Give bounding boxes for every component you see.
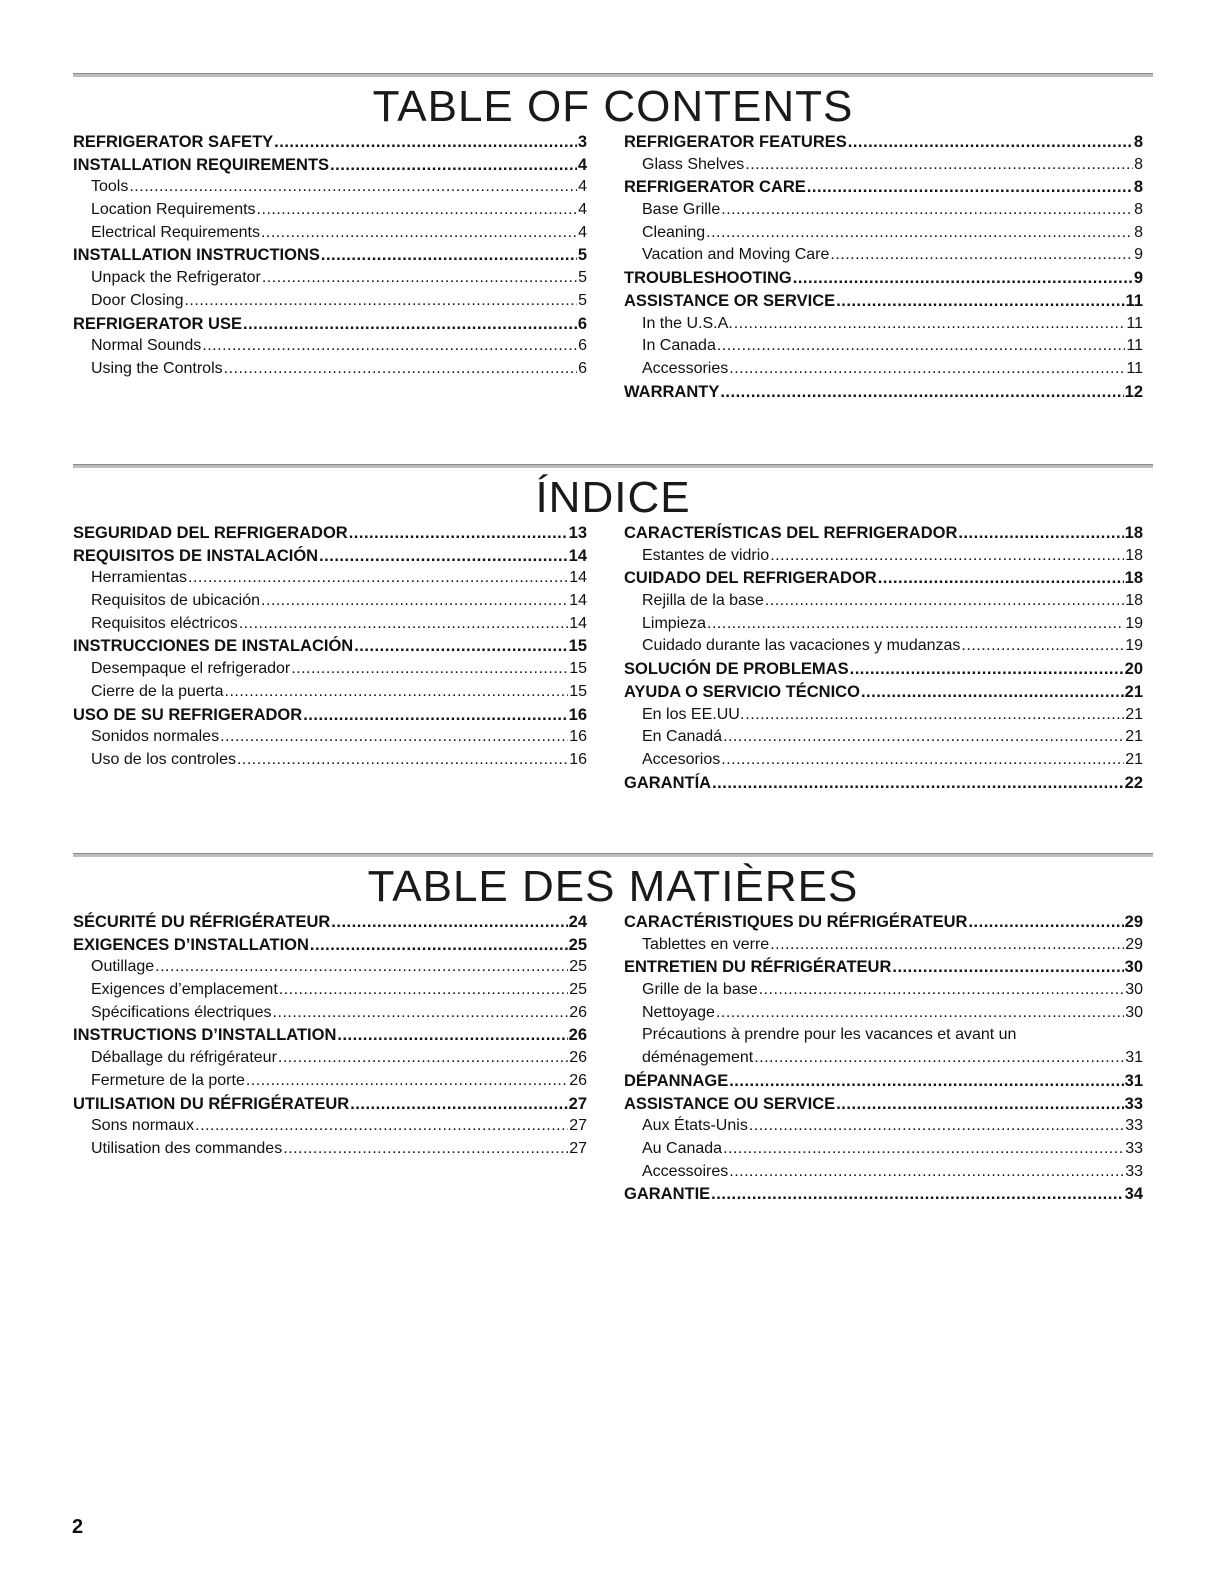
toc-page-number: 31: [1125, 1049, 1143, 1067]
dot-leader: [745, 704, 1124, 727]
toc-page-number: 5: [577, 246, 587, 265]
toc-subsection-entry[interactable]: [624, 934, 1143, 957]
toc-subsection-entry[interactable]: [73, 222, 587, 245]
toc-page-number: 26: [569, 1049, 587, 1067]
dot-leader: [195, 1115, 568, 1138]
toc-entry-label: Sons normaux: [91, 1117, 195, 1135]
toc-section-entry[interactable]: [624, 681, 1143, 704]
toc-subsection-entry[interactable]: [624, 313, 1143, 336]
toc-entry-label: Glass Shelves: [642, 155, 745, 173]
toc-page-number: 27: [569, 1117, 587, 1135]
toc-subsection-entry[interactable]: [624, 1161, 1143, 1184]
dot-leader: [262, 267, 577, 290]
toc-page-number: 11: [1125, 291, 1143, 310]
toc-page-number: 25: [568, 935, 587, 954]
toc-subsection-entry[interactable]: [73, 358, 587, 381]
toc-page-number: 8: [1133, 133, 1143, 151]
toc-left-column: [73, 522, 587, 772]
toc-subsection-entry[interactable]: [73, 681, 587, 704]
toc-page-number: 18: [1125, 546, 1143, 564]
toc-subsection-entry[interactable]: [73, 176, 587, 199]
toc-page-number: 21: [1124, 682, 1143, 701]
toc-subsection-entry[interactable]: [624, 1024, 1143, 1069]
toc-entry-label: In the U.S.A.: [642, 314, 733, 332]
toc-right-column: [624, 911, 1143, 1206]
toc-entry-label: Cleaning: [642, 223, 706, 241]
dot-leader: [261, 222, 577, 245]
section-heading: ÍNDICE: [535, 473, 691, 522]
toc-entry-label: Unpack the Refrigerator: [91, 269, 261, 287]
toc-entry-label: AYUDA O SERVICIO TÉCNICO: [624, 682, 860, 701]
section-heading: TABLE DES MATIÈRES: [367, 862, 859, 911]
page-number: 2: [72, 1516, 84, 1538]
toc-subsection-entry[interactable]: [73, 1002, 587, 1025]
toc-subsection-entry[interactable]: [624, 222, 1143, 245]
toc-subsection-entry[interactable]: [73, 199, 587, 222]
toc-entry-label: REFRIGERATOR USE: [73, 314, 242, 333]
toc-entry-label: WARRANTY: [624, 382, 720, 401]
toc-subsection-entry[interactable]: [73, 749, 587, 772]
toc-subsection-entry[interactable]: [73, 335, 587, 358]
toc-page-number: 9: [1133, 269, 1143, 288]
toc-subsection-entry[interactable]: [73, 613, 587, 636]
dot-leader: [274, 131, 577, 154]
toc-page-number: 5: [578, 269, 587, 287]
dot-leader: [754, 1047, 1124, 1070]
toc-subsection-entry[interactable]: [73, 567, 587, 590]
toc-entry-label: Accessories: [642, 359, 729, 377]
toc-entry-label: Accesorios: [642, 750, 721, 768]
toc-entry-label: INSTRUCCIONES DE INSTALACIÓN: [73, 637, 354, 656]
dot-leader: [721, 199, 1133, 222]
toc-section-entry[interactable]: [73, 545, 587, 568]
toc-page-number: 6: [577, 314, 587, 333]
toc-entry-label: Sonidos normales: [91, 728, 220, 746]
toc-section-entry[interactable]: [624, 658, 1143, 681]
toc-section-entry[interactable]: [624, 176, 1143, 199]
toc-section-entry[interactable]: [624, 522, 1143, 545]
toc-page-number: 19: [1125, 637, 1143, 655]
toc-subsection-entry[interactable]: [624, 1138, 1143, 1161]
toc-entry-label: INSTALLATION REQUIREMENTS: [73, 155, 330, 174]
toc-entry-label: Tablettes en verre: [642, 935, 770, 953]
toc-subsection-entry[interactable]: [624, 613, 1143, 636]
dot-leader: [734, 313, 1126, 336]
toc-entry-label: Déballage du réfrigérateur: [91, 1049, 277, 1067]
toc-entry-label: REFRIGERATOR CARE: [624, 178, 806, 197]
toc-entry-label: Desempaque el refrigerador: [91, 660, 291, 678]
toc-page-number: 16: [569, 750, 587, 768]
toc-page-number: 29: [1125, 935, 1143, 953]
dot-leader: [246, 1070, 568, 1093]
toc-subsection-entry[interactable]: [624, 979, 1143, 1002]
dot-leader: [706, 222, 1133, 245]
toc-page-number: 14: [568, 546, 587, 565]
dot-leader: [807, 176, 1133, 199]
dot-leader: [337, 1024, 567, 1047]
toc-section-entry[interactable]: [624, 1183, 1143, 1206]
toc-entry-label: In Canada: [642, 337, 716, 355]
toc-page-number: 16: [569, 728, 587, 746]
dot-leader: [793, 267, 1133, 290]
toc-entry-label: SEGURIDAD DEL REFRIGERADOR: [73, 524, 348, 542]
toc-page-number: 8: [1134, 223, 1143, 241]
toc-entry-label: Vacation and Moving Care: [642, 246, 830, 264]
toc-spanish-section: [73, 464, 1153, 842]
toc-entry-label: Uso de los controles: [91, 750, 236, 768]
toc-page-number: 12: [1124, 382, 1143, 401]
toc-entry-label: Location Requirements: [91, 201, 256, 219]
toc-entry-label: Outillage: [91, 958, 155, 976]
dot-leader: [321, 244, 577, 267]
dot-leader: [225, 681, 569, 704]
toc-section-entry[interactable]: [624, 1093, 1143, 1116]
toc-entry-label: Door Closing: [91, 291, 184, 309]
dot-leader: [723, 1138, 1124, 1161]
toc-entry-label: EXIGENCES D’INSTALLATION: [73, 935, 309, 954]
dot-leader: [729, 1070, 1123, 1093]
toc-entry-label: Requisitos de ubicación: [91, 592, 260, 610]
dot-leader: [830, 244, 1133, 267]
toc-entry-label: Electrical Requirements: [91, 223, 260, 241]
dot-leader: [968, 911, 1123, 934]
section-divider: [73, 853, 1153, 857]
toc-left-column: [73, 911, 587, 1161]
toc-page-number: 3: [577, 133, 587, 151]
toc-page-number: 33: [1125, 1162, 1143, 1180]
dot-leader: [283, 1138, 568, 1161]
toc-page-number: 4: [578, 201, 587, 219]
toc-page-number: 5: [578, 291, 587, 309]
toc-entry-label: REFRIGERATOR FEATURES: [624, 133, 847, 151]
toc-subsection-entry[interactable]: [73, 267, 587, 290]
dot-leader: [330, 154, 577, 177]
toc-entry-label: INSTALLATION INSTRUCTIONS: [73, 246, 320, 265]
toc-page-number: 13: [568, 524, 587, 542]
toc-subsection-entry[interactable]: [73, 290, 587, 313]
toc-entry-label: Aux États-Unis: [642, 1117, 748, 1135]
dot-leader: [239, 613, 568, 636]
toc-subsection-entry[interactable]: [624, 635, 1143, 658]
toc-section-entry[interactable]: [624, 267, 1143, 290]
toc-page-number: 26: [568, 1026, 587, 1045]
toc-entry-label: INSTRUCTIONS D’INSTALLATION: [73, 1026, 337, 1045]
toc-subsection-entry[interactable]: [73, 1115, 587, 1138]
toc-entry-label: Utilisation des commandes: [91, 1139, 283, 1157]
toc-entry-label: TROUBLESHOOTING: [624, 269, 792, 288]
dot-leader: [765, 590, 1124, 613]
dot-leader: [257, 199, 578, 222]
toc-page-number: 14: [569, 614, 587, 632]
toc-section-entry[interactable]: [73, 522, 587, 545]
toc-subsection-entry[interactable]: [73, 590, 587, 613]
toc-page-number: 6: [578, 337, 587, 355]
toc-subsection-entry[interactable]: [624, 199, 1143, 222]
toc-page-number: 30: [1125, 1003, 1143, 1021]
section-divider: [73, 464, 1153, 468]
toc-page-number: 4: [578, 223, 587, 241]
toc-subsection-entry[interactable]: [73, 1047, 587, 1070]
toc-page-number: 22: [1124, 773, 1143, 792]
dot-leader: [723, 726, 1124, 749]
toc-page-number: 33: [1125, 1139, 1143, 1157]
toc-page-number: 33: [1124, 1094, 1143, 1113]
toc-section-entry[interactable]: [73, 704, 587, 727]
dot-leader: [291, 658, 568, 681]
dot-leader: [716, 1002, 1124, 1025]
toc-page-number: 29: [1124, 913, 1143, 931]
toc-page-number: 30: [1125, 981, 1143, 999]
toc-section-entry[interactable]: [73, 635, 587, 658]
toc-right-column: [624, 522, 1143, 794]
toc-subsection-entry[interactable]: [624, 1002, 1143, 1025]
toc-page-number: 8: [1134, 201, 1143, 219]
toc-subsection-entry[interactable]: [624, 1115, 1143, 1138]
toc-page-number: 6: [578, 359, 587, 377]
dot-leader: [721, 749, 1124, 772]
toc-page-number: 16: [568, 705, 587, 724]
toc-entry-label: ASSISTANCE OR SERVICE: [624, 291, 836, 310]
toc-subsection-entry[interactable]: [73, 956, 587, 979]
toc-section-entry[interactable]: [624, 567, 1143, 590]
toc-subsection-entry[interactable]: [624, 749, 1143, 772]
toc-entry-label: Tools: [91, 178, 129, 196]
toc-entry-label: ENTRETIEN DU RÉFRIGÉRATEUR: [624, 958, 892, 977]
toc-subsection-entry[interactable]: [73, 979, 587, 1002]
toc-page-number: 30: [1124, 958, 1143, 977]
toc-section-entry[interactable]: [624, 1070, 1143, 1093]
dot-leader: [892, 956, 1123, 979]
dot-leader: [848, 131, 1133, 154]
toc-subsection-entry[interactable]: [73, 726, 587, 749]
dot-leader: [237, 749, 568, 772]
toc-page-number: 21: [1125, 728, 1143, 746]
toc-page-number: 15: [569, 660, 587, 678]
dot-leader: [310, 934, 568, 957]
toc-entry-label: Au Canada: [642, 1139, 723, 1157]
toc-page-number: 18: [1125, 592, 1143, 610]
toc-page-number: 34: [1124, 1185, 1143, 1204]
toc-page-number: 26: [569, 1071, 587, 1089]
toc-section-entry[interactable]: [624, 290, 1143, 313]
dot-leader: [155, 956, 568, 979]
toc-page-number: 8: [1134, 155, 1143, 173]
toc-section-entry[interactable]: [624, 956, 1143, 979]
toc-page-number: 11: [1126, 337, 1143, 355]
toc-page-number: 27: [569, 1139, 587, 1157]
toc-subsection-entry[interactable]: [624, 154, 1143, 177]
dot-leader: [184, 290, 577, 313]
toc-subsection-entry[interactable]: [624, 358, 1143, 381]
dot-leader: [759, 979, 1125, 1002]
toc-section-entry[interactable]: [73, 911, 587, 934]
dot-leader: [861, 681, 1124, 704]
toc-entry-label: Accessoires: [642, 1162, 729, 1180]
toc-french-section: [73, 853, 1153, 1231]
toc-page-number: 8: [1133, 178, 1143, 197]
section-heading: TABLE OF CONTENTS: [372, 82, 854, 131]
toc-entry-label: GARANTÍA: [624, 773, 712, 792]
dot-leader: [129, 176, 577, 199]
dot-leader: [224, 358, 577, 381]
toc-page-number: 11: [1126, 314, 1143, 332]
toc-subsection-entry[interactable]: [624, 244, 1143, 267]
toc-entry-label: Spécifications électriques: [91, 1003, 272, 1021]
toc-subsection-entry[interactable]: [624, 545, 1143, 568]
toc-entry-label: DÉPANNAGE: [624, 1071, 729, 1090]
toc-page-number: 18: [1124, 569, 1143, 588]
dot-leader: [261, 590, 568, 613]
dot-leader: [319, 545, 568, 568]
toc-page-number: 24: [568, 913, 587, 931]
dot-leader: [331, 911, 567, 934]
toc-entry-label: Estantes de vidrio: [642, 546, 770, 564]
dot-leader: [720, 381, 1123, 404]
dot-leader: [770, 545, 1124, 568]
toc-section-entry[interactable]: [73, 1024, 587, 1047]
toc-page-number: 21: [1125, 705, 1143, 723]
toc-entry-label: SÉCURITÉ DU RÉFRIGÉRATEUR: [73, 913, 331, 931]
toc-page-number: 26: [569, 1003, 587, 1021]
toc-entry-label: En los EE.UU.: [642, 705, 745, 723]
section-divider: [73, 73, 1153, 77]
dot-leader: [836, 1093, 1123, 1116]
toc-section-entry[interactable]: [73, 131, 587, 154]
toc-entry-label: Herramientas: [91, 569, 188, 587]
dot-leader: [850, 658, 1124, 681]
dot-leader: [303, 704, 567, 727]
toc-subsection-entry[interactable]: [624, 704, 1143, 727]
toc-entry-label: Exigences d’emplacement: [91, 981, 278, 999]
toc-entry-label: Using the Controls: [91, 359, 223, 377]
toc-entry-label: SOLUCIÓN DE PROBLEMAS: [624, 660, 849, 679]
toc-subsection-entry[interactable]: [73, 1070, 587, 1093]
toc-entry-label: Cierre de la puerta: [91, 682, 224, 700]
dot-leader: [220, 726, 568, 749]
toc-entry-label: Limpieza: [642, 614, 707, 632]
toc-subsection-entry[interactable]: [73, 1138, 587, 1161]
toc-page-number: 27: [568, 1094, 587, 1113]
toc-english-section: [73, 73, 1153, 451]
toc-section-entry[interactable]: [73, 934, 587, 957]
dot-leader: [279, 979, 568, 1002]
dot-leader: [749, 1115, 1124, 1138]
toc-page-number: 14: [569, 592, 587, 610]
toc-section-entry[interactable]: [73, 244, 587, 267]
toc-entry-label: Fermeture de la porte: [91, 1071, 245, 1089]
dot-leader: [729, 358, 1125, 381]
toc-entry-label: Nettoyage: [642, 1003, 715, 1021]
toc-page-number: 21: [1125, 750, 1143, 768]
toc-page-number: 9: [1134, 246, 1143, 264]
toc-entry-label: CARACTERÍSTICAS DEL REFRIGERADOR: [624, 524, 958, 542]
toc-entry-label: ASSISTANCE OU SERVICE: [624, 1094, 836, 1113]
toc-page-number: 25: [569, 958, 587, 976]
dot-leader: [707, 613, 1124, 636]
dot-leader: [278, 1047, 568, 1070]
dot-leader: [202, 335, 577, 358]
dot-leader: [745, 154, 1133, 177]
toc-entry-label: Précautions à prendre pour les vacances et avant un: [642, 1026, 1017, 1044]
toc-entry-label: Cuidado durante las vacaciones y mudanzas: [642, 637, 961, 655]
dot-leader: [729, 1161, 1124, 1184]
dot-leader: [878, 567, 1124, 590]
dot-leader: [712, 772, 1124, 795]
toc-entry-label: CARACTÉRISTIQUES DU RÉFRIGÉRATEUR: [624, 913, 968, 931]
toc-entry-label: UTILISATION DU RÉFRIGÉRATEUR: [73, 1094, 350, 1113]
toc-section-entry[interactable]: [73, 313, 587, 336]
toc-entry-label: REQUISITOS DE INSTALACIÓN: [73, 546, 319, 565]
toc-entry-label: CUIDADO DEL REFRIGERADOR: [624, 569, 877, 588]
dot-leader: [717, 335, 1126, 358]
toc-page-number: 11: [1126, 359, 1143, 377]
toc-entry-label: Base Grille: [642, 201, 721, 219]
toc-page-number: 4: [577, 155, 587, 174]
toc-entry-label: Rejilla de la base: [642, 592, 764, 610]
toc-section-entry[interactable]: [73, 1093, 587, 1116]
dot-leader: [958, 522, 1123, 545]
toc-page-number: 25: [569, 981, 587, 999]
toc-entry-label: Requisitos eléctricos: [91, 614, 238, 632]
dot-leader: [836, 290, 1124, 313]
toc-section-entry[interactable]: [624, 381, 1143, 404]
toc-entry-label: Normal Sounds: [91, 337, 202, 355]
toc-entry-label: En Canadá: [642, 728, 723, 746]
dot-leader: [243, 313, 577, 336]
toc-section-entry[interactable]: [624, 772, 1143, 795]
toc-subsection-entry[interactable]: [73, 658, 587, 681]
toc-entry-label: REFRIGERATOR SAFETY: [73, 133, 274, 151]
dot-leader: [354, 635, 567, 658]
toc-entry-label: Grille de la base: [642, 981, 758, 999]
toc-section-entry[interactable]: [624, 131, 1143, 154]
toc-entry-label: GARANTIE: [624, 1185, 711, 1204]
toc-page-number: 20: [1124, 660, 1143, 679]
toc-entry-label-continued: déménagement: [642, 1049, 754, 1067]
toc-subsection-entry[interactable]: [624, 590, 1143, 613]
dot-leader: [273, 1002, 569, 1025]
toc-right-column: [624, 131, 1143, 403]
toc-subsection-entry[interactable]: [624, 726, 1143, 749]
toc-page-number: 15: [569, 682, 587, 700]
toc-page-number: 31: [1124, 1071, 1143, 1090]
toc-page-number: 33: [1125, 1117, 1143, 1135]
toc-entry-label: USO DE SU REFRIGERADOR: [73, 705, 303, 724]
toc-subsection-entry[interactable]: [624, 335, 1143, 358]
dot-leader: [188, 567, 568, 590]
dot-leader: [711, 1183, 1123, 1206]
dot-leader: [961, 635, 1124, 658]
toc-page-number: 18: [1124, 524, 1143, 542]
dot-leader: [349, 522, 568, 545]
toc-page-number: 15: [568, 637, 587, 656]
toc-left-column: [73, 131, 587, 381]
toc-section-entry[interactable]: [73, 154, 587, 177]
dot-leader: [350, 1093, 567, 1116]
toc-section-entry[interactable]: [624, 911, 1143, 934]
toc-page-number: 19: [1125, 614, 1143, 632]
toc-page-number: 14: [569, 569, 587, 587]
dot-leader: [770, 934, 1124, 957]
toc-page-number: 4: [578, 178, 587, 196]
